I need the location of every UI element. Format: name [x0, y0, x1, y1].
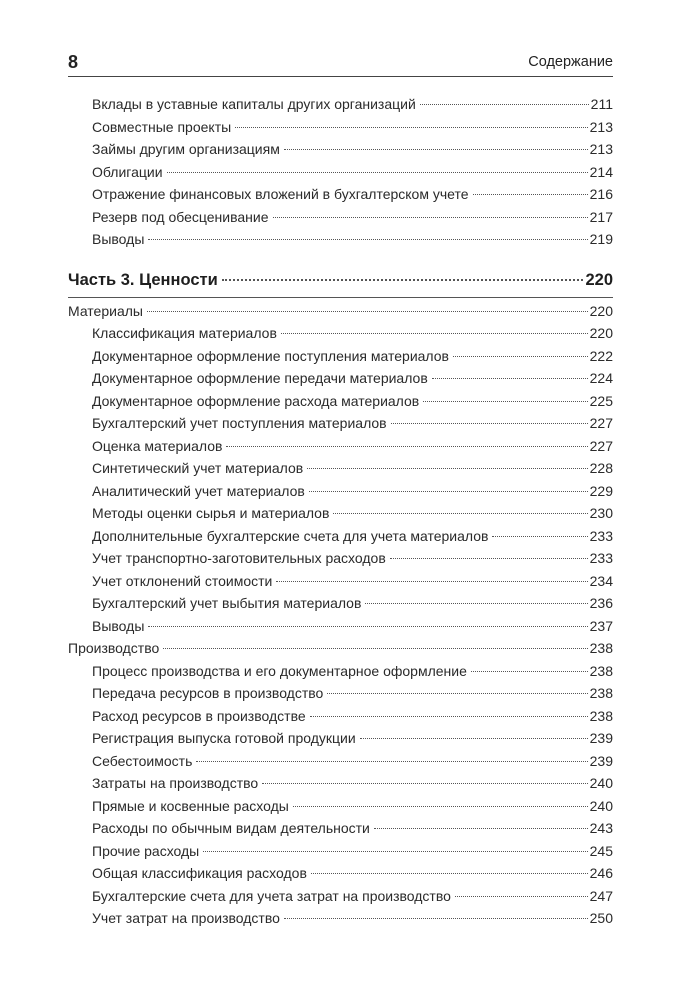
- toc-entry-page: 227: [589, 415, 613, 431]
- dot-leader: [276, 581, 587, 582]
- toc-section[interactable]: [68, 637, 613, 660]
- toc-entry-title: Передача ресурсов в производство: [92, 685, 324, 701]
- dot-leader: [365, 603, 587, 604]
- page-header: [68, 50, 613, 77]
- toc-part-title: Часть 3. Ценности: [68, 270, 218, 289]
- toc-entry-page: 227: [589, 437, 613, 454]
- toc-entry[interactable]: [68, 615, 613, 638]
- toc-entry-page: 219: [589, 231, 613, 247]
- toc-entry[interactable]: [68, 705, 613, 728]
- toc-entry[interactable]: [68, 682, 613, 705]
- toc-entry[interactable]: [68, 138, 613, 161]
- dot-leader: [455, 896, 588, 897]
- dot-leader: [196, 761, 587, 762]
- toc-entry-page: 239: [589, 752, 613, 769]
- toc-entry-page: 246: [589, 865, 613, 881]
- dot-leader: [148, 626, 587, 627]
- toc-entry[interactable]: [68, 206, 613, 229]
- toc-entry-title: Синтетический учет материалов: [92, 460, 304, 476]
- toc-entry-title: Бухгалтерские счета для учета затрат на производство: [92, 887, 451, 904]
- toc-entry-title: Документарное оформление расхода материалов: [92, 392, 420, 409]
- dot-leader: [492, 536, 587, 537]
- toc-entry[interactable]: [68, 907, 613, 930]
- dot-leader: [309, 491, 588, 492]
- dot-leader: [360, 738, 588, 739]
- toc-entry[interactable]: [68, 116, 613, 139]
- toc-entry-page: 240: [589, 775, 613, 791]
- dot-leader: [203, 851, 587, 852]
- toc-entry[interactable]: [68, 727, 613, 750]
- toc-part-heading[interactable]: [68, 265, 613, 295]
- dot-leader: [473, 194, 588, 195]
- toc-entry-page: 216: [589, 186, 613, 202]
- toc-entry-title: Себестоимость: [92, 752, 193, 769]
- dot-leader: [226, 446, 587, 447]
- dot-leader: [432, 378, 588, 379]
- toc-section-title: Производство: [68, 640, 160, 656]
- toc-entry[interactable]: [68, 367, 613, 390]
- toc-entry-title: Выводы: [92, 231, 145, 247]
- dot-leader: [284, 918, 588, 919]
- dot-leader: [471, 671, 588, 672]
- toc-entry-title: Документарное оформление передачи материалов: [92, 370, 428, 386]
- toc-entry-title: Выводы: [92, 617, 145, 634]
- toc-entry-title: Затраты на производство: [92, 775, 259, 791]
- toc-part-page: 220: [585, 270, 613, 289]
- toc-entry-title: Оценка материалов: [92, 437, 223, 454]
- page-number: 8: [68, 52, 79, 72]
- toc-entry[interactable]: [68, 322, 613, 345]
- toc-entry-title: Учет затрат на производство: [92, 910, 280, 926]
- toc-entry[interactable]: [68, 502, 613, 525]
- toc-entry-title: Резерв под обесценивание: [92, 208, 269, 225]
- toc-section-page: 238: [589, 640, 613, 656]
- toc-entry-title: Дополнительные бухгалтерские счета для учета материалов: [92, 527, 489, 544]
- toc-entry[interactable]: [68, 228, 613, 251]
- toc-entry-page: 233: [589, 550, 613, 566]
- toc-entry-title: Бухгалтерский учет выбытия материалов: [92, 595, 362, 611]
- toc-entry-title: Учет транспортно-заготовительных расходов: [92, 550, 386, 566]
- dot-leader: [222, 279, 584, 281]
- toc-entry-page: 240: [589, 797, 613, 814]
- toc-entry[interactable]: [68, 183, 613, 206]
- toc-entry[interactable]: [68, 862, 613, 885]
- toc-entry[interactable]: [68, 660, 613, 683]
- toc-entry-title: Совместные проекты: [92, 118, 232, 135]
- toc-entry-page: 237: [589, 617, 613, 634]
- toc-entry[interactable]: [68, 750, 613, 773]
- toc-entry-page: 224: [589, 370, 613, 386]
- toc-entry-page: 213: [589, 118, 613, 135]
- dot-leader: [310, 716, 588, 717]
- toc-section-page: 220: [589, 302, 613, 319]
- toc-entry-page: 229: [589, 482, 613, 499]
- toc-entry[interactable]: [68, 345, 613, 368]
- toc-entry-title: Общая классификация расходов: [92, 865, 307, 881]
- toc-entry-page: 220: [589, 325, 613, 341]
- dot-leader: [311, 873, 588, 874]
- toc-entry[interactable]: [68, 435, 613, 458]
- toc-entry[interactable]: [68, 480, 613, 503]
- dot-leader: [423, 401, 587, 402]
- toc-entry-page: 239: [589, 730, 613, 746]
- dot-leader: [293, 806, 588, 807]
- toc-entry-title: Вклады в уставные капиталы других организаций: [92, 96, 416, 112]
- toc-entry-title: Расходы по обычным видам деятельности: [92, 820, 370, 836]
- part-divider: [68, 297, 613, 298]
- dot-leader: [333, 513, 587, 514]
- toc-entry-title: Прочие расходы: [92, 842, 200, 859]
- toc-entry-page: 247: [589, 887, 613, 904]
- toc-entry-page: 228: [589, 460, 613, 476]
- dot-leader: [273, 217, 588, 218]
- dot-leader: [453, 356, 588, 357]
- toc-entry[interactable]: [68, 795, 613, 818]
- toc-entry-title: Займы другим организациям: [92, 141, 280, 157]
- dot-leader: [262, 783, 587, 784]
- toc-entry[interactable]: [68, 525, 613, 548]
- toc-entry-title: Методы оценки сырья и материалов: [92, 505, 330, 521]
- dot-leader: [327, 693, 587, 694]
- dot-leader: [163, 648, 587, 649]
- toc-entry-title: Расход ресурсов в производстве: [92, 707, 306, 724]
- dot-leader: [390, 558, 588, 559]
- toc-entry[interactable]: [68, 817, 613, 840]
- toc-entry-page: 213: [589, 141, 613, 157]
- toc-section[interactable]: [68, 300, 613, 323]
- toc-entry-page: 250: [589, 910, 613, 926]
- dot-leader: [420, 104, 589, 105]
- toc-entry[interactable]: [68, 457, 613, 480]
- toc-entry[interactable]: [68, 840, 613, 863]
- toc-entry-page: 236: [589, 595, 613, 611]
- toc-entry[interactable]: [68, 390, 613, 413]
- toc-entry-title: Прямые и косвенные расходы: [92, 797, 289, 814]
- toc-entry-page: 238: [589, 685, 613, 701]
- dot-leader: [167, 172, 588, 173]
- toc-entry-page: 238: [589, 707, 613, 724]
- running-title: Содержание: [528, 54, 613, 70]
- toc-entry-page: 217: [589, 208, 613, 225]
- dot-leader: [391, 423, 588, 424]
- table-of-contents: [68, 93, 613, 930]
- toc-entry-page: 222: [589, 347, 613, 364]
- dot-leader: [281, 333, 588, 334]
- toc-entry-page: 225: [589, 392, 613, 409]
- toc-entry-title: Аналитический учет материалов: [92, 482, 305, 499]
- toc-entry-title: Бухгалтерский учет поступления материалов: [92, 415, 387, 431]
- toc-section-title: Материалы: [68, 302, 143, 319]
- toc-entry-title: Регистрация выпуска готовой продукции: [92, 730, 356, 746]
- toc-entry[interactable]: [68, 592, 613, 615]
- toc-entry-title: Облигации: [92, 163, 163, 180]
- dot-leader: [235, 127, 587, 128]
- dot-leader: [307, 468, 587, 469]
- toc-entry-page: 234: [589, 572, 613, 589]
- toc-entry[interactable]: [68, 93, 613, 116]
- toc-entry[interactable]: [68, 547, 613, 570]
- toc-entry-title: Классификация материалов: [92, 325, 277, 341]
- toc-entry-page: 245: [589, 842, 613, 859]
- toc-entry-title: Отражение финансовых вложений в бухгалтерском учете: [92, 186, 469, 202]
- dot-leader: [147, 311, 588, 312]
- toc-entry[interactable]: [68, 412, 613, 435]
- toc-entry[interactable]: [68, 161, 613, 184]
- toc-entry[interactable]: [68, 885, 613, 908]
- toc-entry-page: 243: [589, 820, 613, 836]
- toc-entry-title: Учет отклонений стоимости: [92, 572, 273, 589]
- toc-entry-page: 233: [589, 527, 613, 544]
- toc-entry-page: 211: [590, 96, 613, 112]
- toc-entry-page: 230: [589, 505, 613, 521]
- toc-entry-page: 214: [589, 163, 613, 180]
- toc-entry[interactable]: [68, 772, 613, 795]
- toc-entry-title: Процесс производства и его документарное оформление: [92, 662, 467, 679]
- toc-entry[interactable]: [68, 570, 613, 593]
- dot-leader: [284, 149, 588, 150]
- dot-leader: [374, 828, 588, 829]
- toc-entry-page: 238: [589, 662, 613, 679]
- toc-entry-title: Документарное оформление поступления материалов: [92, 347, 449, 364]
- dot-leader: [148, 239, 587, 240]
